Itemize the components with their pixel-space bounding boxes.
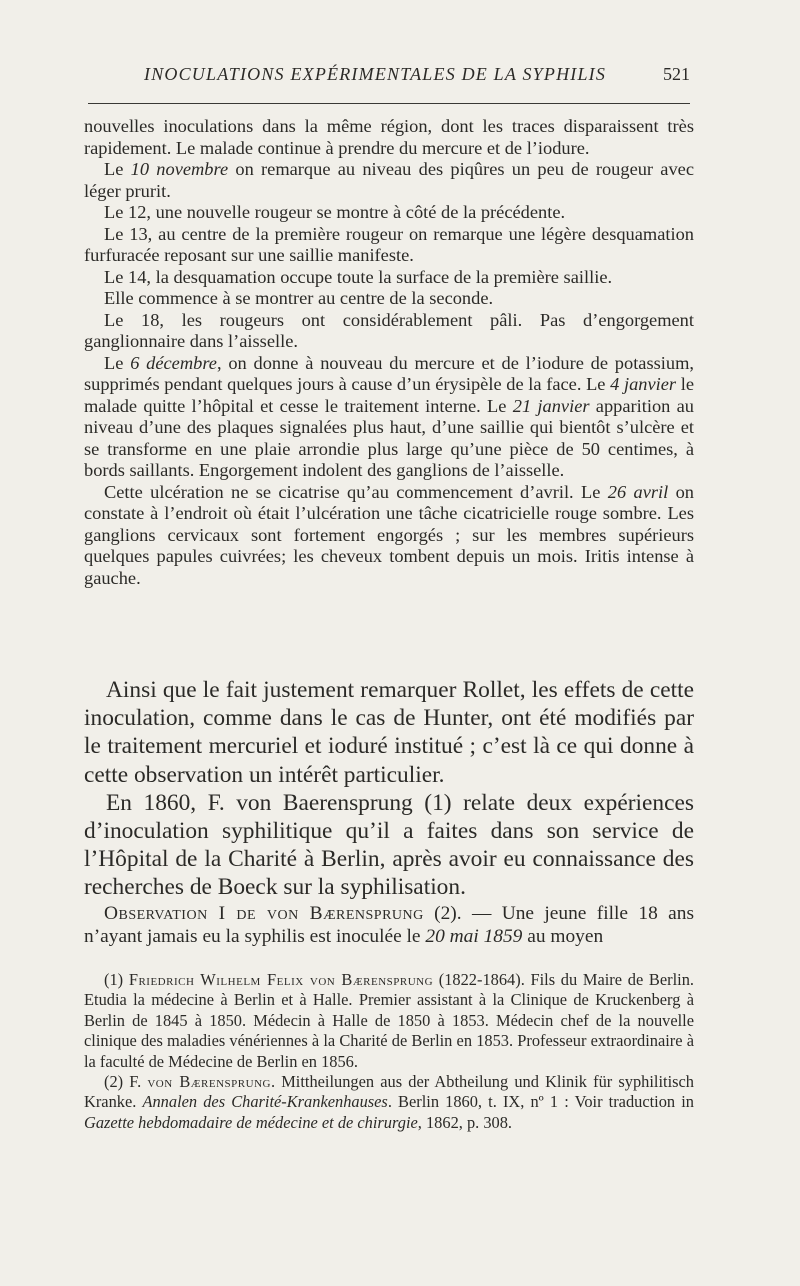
paragraph (84, 676, 694, 789)
text-run: nouvelles inoculations dans la même région, dont les traces disparaissent très rapidement. Le malade continue à prendre du mercure et de l’iodure. (84, 116, 694, 158)
text-run: Elle commence à se montrer au centre de la seconde. (104, 288, 494, 308)
text-run: En 1860, F. von Baerensprung (1) relate deux expériences d’inoculation syphilitique qu’il a faites dans son service de l’Hôpital de la Charité à Berlin, après avoir eu connaissance des recherches de Boeck sur la syphilisation. (84, 789, 694, 901)
italic-text: Annalen des Charité-Krankenhauses (142, 1092, 388, 1112)
italic-text: 6 décembre (130, 352, 217, 373)
text-run: apparition au niveau d’une des plaques signalées plus haut, d’une saillie qui bientôt s’ulcère et se transforme en une plaie arrondie plus large qu’une pièce de 50 centimes, à bords saillants. Engorgement indolent des ganglions de l’aisselle. (84, 395, 694, 480)
page-number: 521 (663, 64, 690, 84)
text-run: . Berlin 1860, t. IX, nº 1 : Voir traduction in (387, 1092, 694, 1112)
running-title: INOCULATIONS EXPÉRIMENTALES DE LA SYPHILIS (144, 64, 607, 84)
paragraph (84, 267, 694, 289)
footnotes (84, 970, 694, 1133)
paragraph (84, 224, 694, 267)
text-run: Le 12, une nouvelle rougeur se montre à côté de la précédente. (104, 202, 566, 222)
italic-text: 26 avril (607, 481, 669, 502)
italic-text: 10 novembre (130, 159, 229, 179)
paragraph (84, 116, 694, 159)
text-run: le malade quitte l’hôpital et cesse le traitement interne. Le (84, 374, 695, 416)
text-run: (2) F. (104, 1072, 148, 1092)
paragraph (84, 789, 694, 902)
text-run: Le 18, les rougeurs ont considérablement pâli. Pas d’engorgement ganglionnaire dans l’aisselle. (84, 309, 694, 351)
observation-heading (84, 903, 694, 948)
paragraph (84, 159, 694, 202)
small-caps-text: Friedrich Wilhelm Felix von Bærensprung (128, 970, 434, 989)
small-caps-text: von Bærensprung (147, 1072, 271, 1092)
paragraph (84, 903, 694, 948)
header-rule (88, 103, 690, 104)
paragraph (84, 288, 694, 310)
text-run: Le (104, 159, 131, 179)
text-run: on constate à l’endroit où était l’ulcération une tâche cicatricielle rouge sombre. Les ganglions cervicaux sont fortement engorgés ; sur les membres supérieurs quelques papules cuivrées; les cheveux tombent depuis un mois. Iritis intense à gauche. (84, 481, 694, 588)
footnote (84, 970, 694, 1072)
text-run: , 1862, p. 308. (417, 1112, 513, 1132)
italic-text: 4 janvier (610, 374, 677, 394)
text-run: Ainsi que le fait justement remarquer Rollet, les effets de cette inoculation, comme dans le cas de Hunter, ont été modifiés par le traitement mercuriel et ioduré institué ; c’est là ce qui donne à cette observation un intérêt particulier. (84, 677, 694, 788)
text-run: on remarque au niveau des piqûres un peu de rougeur avec léger prurit. (84, 159, 694, 201)
footnote (84, 1072, 694, 1133)
commentary (84, 676, 694, 902)
running-header (88, 64, 690, 94)
text-run: Le (104, 352, 131, 373)
small-caps-text: Observation I de von Bærensprung (104, 903, 424, 924)
text-run: (1) (104, 970, 129, 989)
text-run: (2). — Une jeune fille 18 ans n’ayant jamais eu la syphilis est inoculée le (84, 903, 694, 947)
italic-text: 20 mai 1859 (425, 925, 523, 947)
paragraph (84, 202, 694, 224)
italic-text: 21 janvier (512, 395, 590, 416)
italic-text: Gazette hebdomadaire de médecine et de chirurgie (84, 1112, 418, 1132)
text-run: Le 13, au centre de la première rougeur on remarque une légère desquamation furfuracée reposant sur une saillie manifeste. (84, 223, 694, 265)
text-run: , on donne à nouveau du mercure et de l’iodure de potassium, supprimés pendant quelques jours à cause d’un érysipèle de la face. Le (84, 352, 694, 394)
text-run: au moyen (522, 925, 604, 947)
paragraph (84, 353, 694, 482)
paragraph (84, 482, 694, 590)
text-run: (1822-1864). Fils du Maire de Berlin. Etudia la médecine à Berlin et à Halle. Premier assistant à la Clinique de Kruckenberg à Berlin de 1845 à 1850. Médecin à Halle de 1850 à 1853. Médecin chef de la nouvelle clinique des maladies vénériennes à la Charité de Berlin en 1853. Professeur extraordinaire à la faculté de Médecine de Berlin en 1856. (84, 970, 694, 1071)
observation-notes (84, 116, 694, 589)
paragraph (84, 310, 694, 353)
text-run: Le 14, la desquamation occupe toute la surface de la première saillie. (104, 266, 613, 287)
text-run: Cette ulcération ne se cicatrise qu’au commencement d’avril. Le (104, 481, 608, 502)
text-run: . Mittheilungen aus der Abtheilung und Klinik für syphilitisch Kranke. (84, 1072, 694, 1112)
